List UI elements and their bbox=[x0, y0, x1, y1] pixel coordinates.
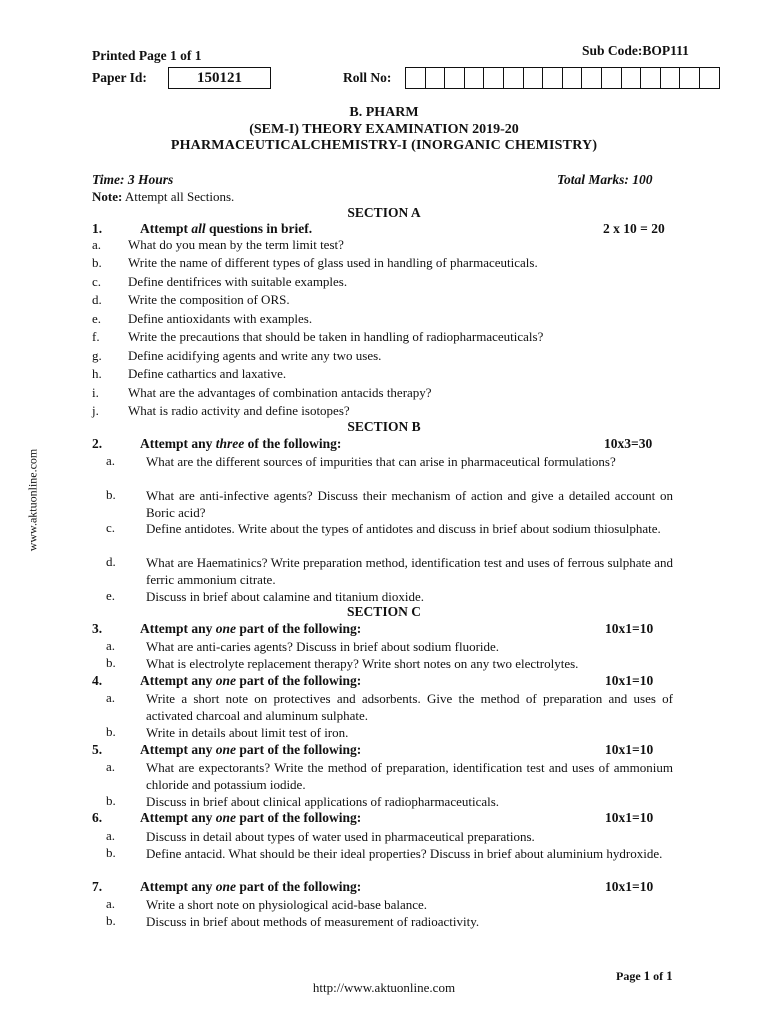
question-item: What are anti-infective agents? Discuss their mechanism of action and give a detailed account on Boric acid? bbox=[146, 488, 673, 520]
question-number: 5. bbox=[92, 742, 103, 757]
question-number: 7. bbox=[92, 879, 103, 894]
question-item: What are the advantages of combination antacids therapy? bbox=[128, 385, 432, 400]
item-letter: d. bbox=[92, 292, 102, 307]
footer-url[interactable]: http://www.aktuonline.com bbox=[312, 980, 456, 995]
question-instruction: Attempt all questions in brief. bbox=[140, 221, 313, 236]
question-number: 6. bbox=[92, 810, 103, 825]
question-instruction: Attempt any three of the following: bbox=[140, 436, 342, 451]
question-item: Write a short note on physiological acid-base balance. bbox=[146, 897, 428, 912]
question-marks: 10x1=10 bbox=[605, 673, 654, 688]
question-number: 1. bbox=[92, 221, 103, 236]
sub-code: Sub Code:BOP111 bbox=[582, 43, 689, 58]
note-label: Note: bbox=[92, 189, 123, 204]
item-letter: d. bbox=[106, 554, 116, 569]
section-c-heading: SECTION C bbox=[347, 604, 421, 619]
item-letter: e. bbox=[106, 588, 116, 603]
program-title: B. PHARM bbox=[349, 105, 419, 120]
question-item: Write a short note on protectives and adsorbents. Give the method of preparation and uses of activated charcoal and aluminum sulphate. bbox=[146, 691, 673, 723]
question-item: What are expectorants? Write the method of preparation, identification test and uses of ammonium chloride and potassium iodide. bbox=[146, 760, 673, 792]
question-item: Discuss in brief about methods of measurement of radioactivity. bbox=[146, 914, 480, 929]
time-label: Time: 3 Hours bbox=[92, 172, 174, 187]
section-b-heading: SECTION B bbox=[347, 419, 421, 434]
item-letter: a. bbox=[106, 690, 116, 705]
item-letter: a. bbox=[92, 237, 102, 252]
question-instruction: Attempt any one part of the following: bbox=[140, 673, 362, 688]
question-item: Discuss in detail about types of water used in pharmaceutical preparations. bbox=[146, 829, 535, 844]
question-item: Discuss in brief about clinical applications of radiopharmaceuticals. bbox=[146, 794, 500, 809]
paper-id-label: Paper Id: bbox=[92, 70, 147, 85]
item-letter: b. bbox=[106, 845, 116, 860]
item-letter: i. bbox=[92, 385, 99, 400]
item-letter: e. bbox=[92, 311, 102, 326]
roll-no-grid[interactable] bbox=[405, 67, 720, 89]
item-letter: b. bbox=[106, 793, 116, 808]
question-item: Define dentifrices with suitable examples. bbox=[128, 274, 348, 289]
item-letter: a. bbox=[106, 759, 116, 774]
question-item: What do you mean by the term limit test? bbox=[128, 237, 344, 252]
question-marks: 10x1=10 bbox=[605, 810, 654, 825]
question-item: What are anti-caries agents? Discuss in brief about sodium fluoride. bbox=[146, 639, 500, 654]
question-marks: 10x1=10 bbox=[605, 742, 654, 757]
item-letter: a. bbox=[106, 896, 116, 911]
page-number: Page 1 of 1 bbox=[616, 968, 673, 983]
item-letter: c. bbox=[106, 520, 116, 535]
item-letter: b. bbox=[106, 655, 116, 670]
subject-title: PHARMACEUTICALCHEMISTRY-I (INORGANIC CHEMISTRY) bbox=[170, 138, 598, 153]
side-watermark: www.aktuonline.com bbox=[25, 448, 40, 552]
item-letter: b. bbox=[106, 487, 116, 502]
question-item: Write the precautions that should be taken in handling of radiopharmaceuticals? bbox=[128, 329, 544, 344]
note-text: Attempt all Sections. bbox=[124, 189, 235, 204]
question-instruction: Attempt any one part of the following: bbox=[140, 879, 362, 894]
item-letter: a. bbox=[106, 453, 116, 468]
question-item: Define antioxidants with examples. bbox=[128, 311, 313, 326]
question-item: What is radio activity and define isotopes? bbox=[128, 403, 350, 418]
item-letter: j. bbox=[92, 403, 99, 418]
question-marks: 10x1=10 bbox=[605, 621, 654, 636]
question-marks: 2 x 10 = 20 bbox=[603, 221, 665, 236]
question-instruction: Attempt any one part of the following: bbox=[140, 810, 362, 825]
question-item: What is electrolyte replacement therapy? Write short notes on any two electrolytes. bbox=[146, 656, 579, 671]
question-item: Define cathartics and laxative. bbox=[128, 366, 287, 381]
item-letter: f. bbox=[92, 329, 100, 344]
question-item: What are Haematinics? Write preparation method, identification test and uses of ferrous sulphate and ferric ammonium citrate. bbox=[146, 555, 673, 587]
question-item: Write the composition of ORS. bbox=[128, 292, 290, 307]
question-item: Discuss in brief about calamine and titanium dioxide. bbox=[146, 589, 424, 604]
item-letter: h. bbox=[92, 366, 102, 381]
section-a-heading: SECTION A bbox=[347, 205, 421, 220]
item-letter: a. bbox=[106, 638, 116, 653]
question-item: Write the name of different types of glass used in handling of pharmaceuticals. bbox=[128, 255, 538, 270]
note-line bbox=[92, 189, 234, 205]
question-instruction: Attempt any one part of the following: bbox=[140, 742, 362, 757]
exam-title: (SEM-I) THEORY EXAMINATION 2019-20 bbox=[249, 122, 519, 137]
item-letter: c. bbox=[92, 274, 102, 289]
question-number: 2. bbox=[92, 436, 103, 451]
item-letter: g. bbox=[92, 348, 102, 363]
question-number: 3. bbox=[92, 621, 103, 636]
item-letter: b. bbox=[106, 724, 116, 739]
printed-page-label: Printed Page 1 of 1 bbox=[92, 48, 202, 63]
item-letter: b. bbox=[106, 913, 116, 928]
question-instruction: Attempt any one part of the following: bbox=[140, 621, 362, 636]
question-item: Define acidifying agents and write any two uses. bbox=[128, 348, 382, 363]
question-item: Define antidotes. Write about the types of antidotes and discuss in brief about sodium thiosulphate. bbox=[146, 521, 661, 536]
paper-id-box: 150121 bbox=[168, 67, 271, 89]
question-number: 4. bbox=[92, 673, 103, 688]
question-marks: 10x3=30 bbox=[604, 436, 653, 451]
question-item: What are the different sources of impurities that can arise in pharmaceutical formulations? bbox=[146, 454, 616, 469]
item-letter: a. bbox=[106, 828, 116, 843]
roll-no-label: Roll No: bbox=[343, 70, 392, 85]
item-letter: b. bbox=[92, 255, 102, 270]
question-marks: 10x1=10 bbox=[605, 879, 654, 894]
question-item: Write in details about limit test of iron. bbox=[146, 725, 349, 740]
question-item: Define antacid. What should be their ideal properties? Discuss in brief about aluminium hydroxide. bbox=[146, 846, 663, 861]
total-marks: Total Marks: 100 bbox=[557, 172, 653, 187]
